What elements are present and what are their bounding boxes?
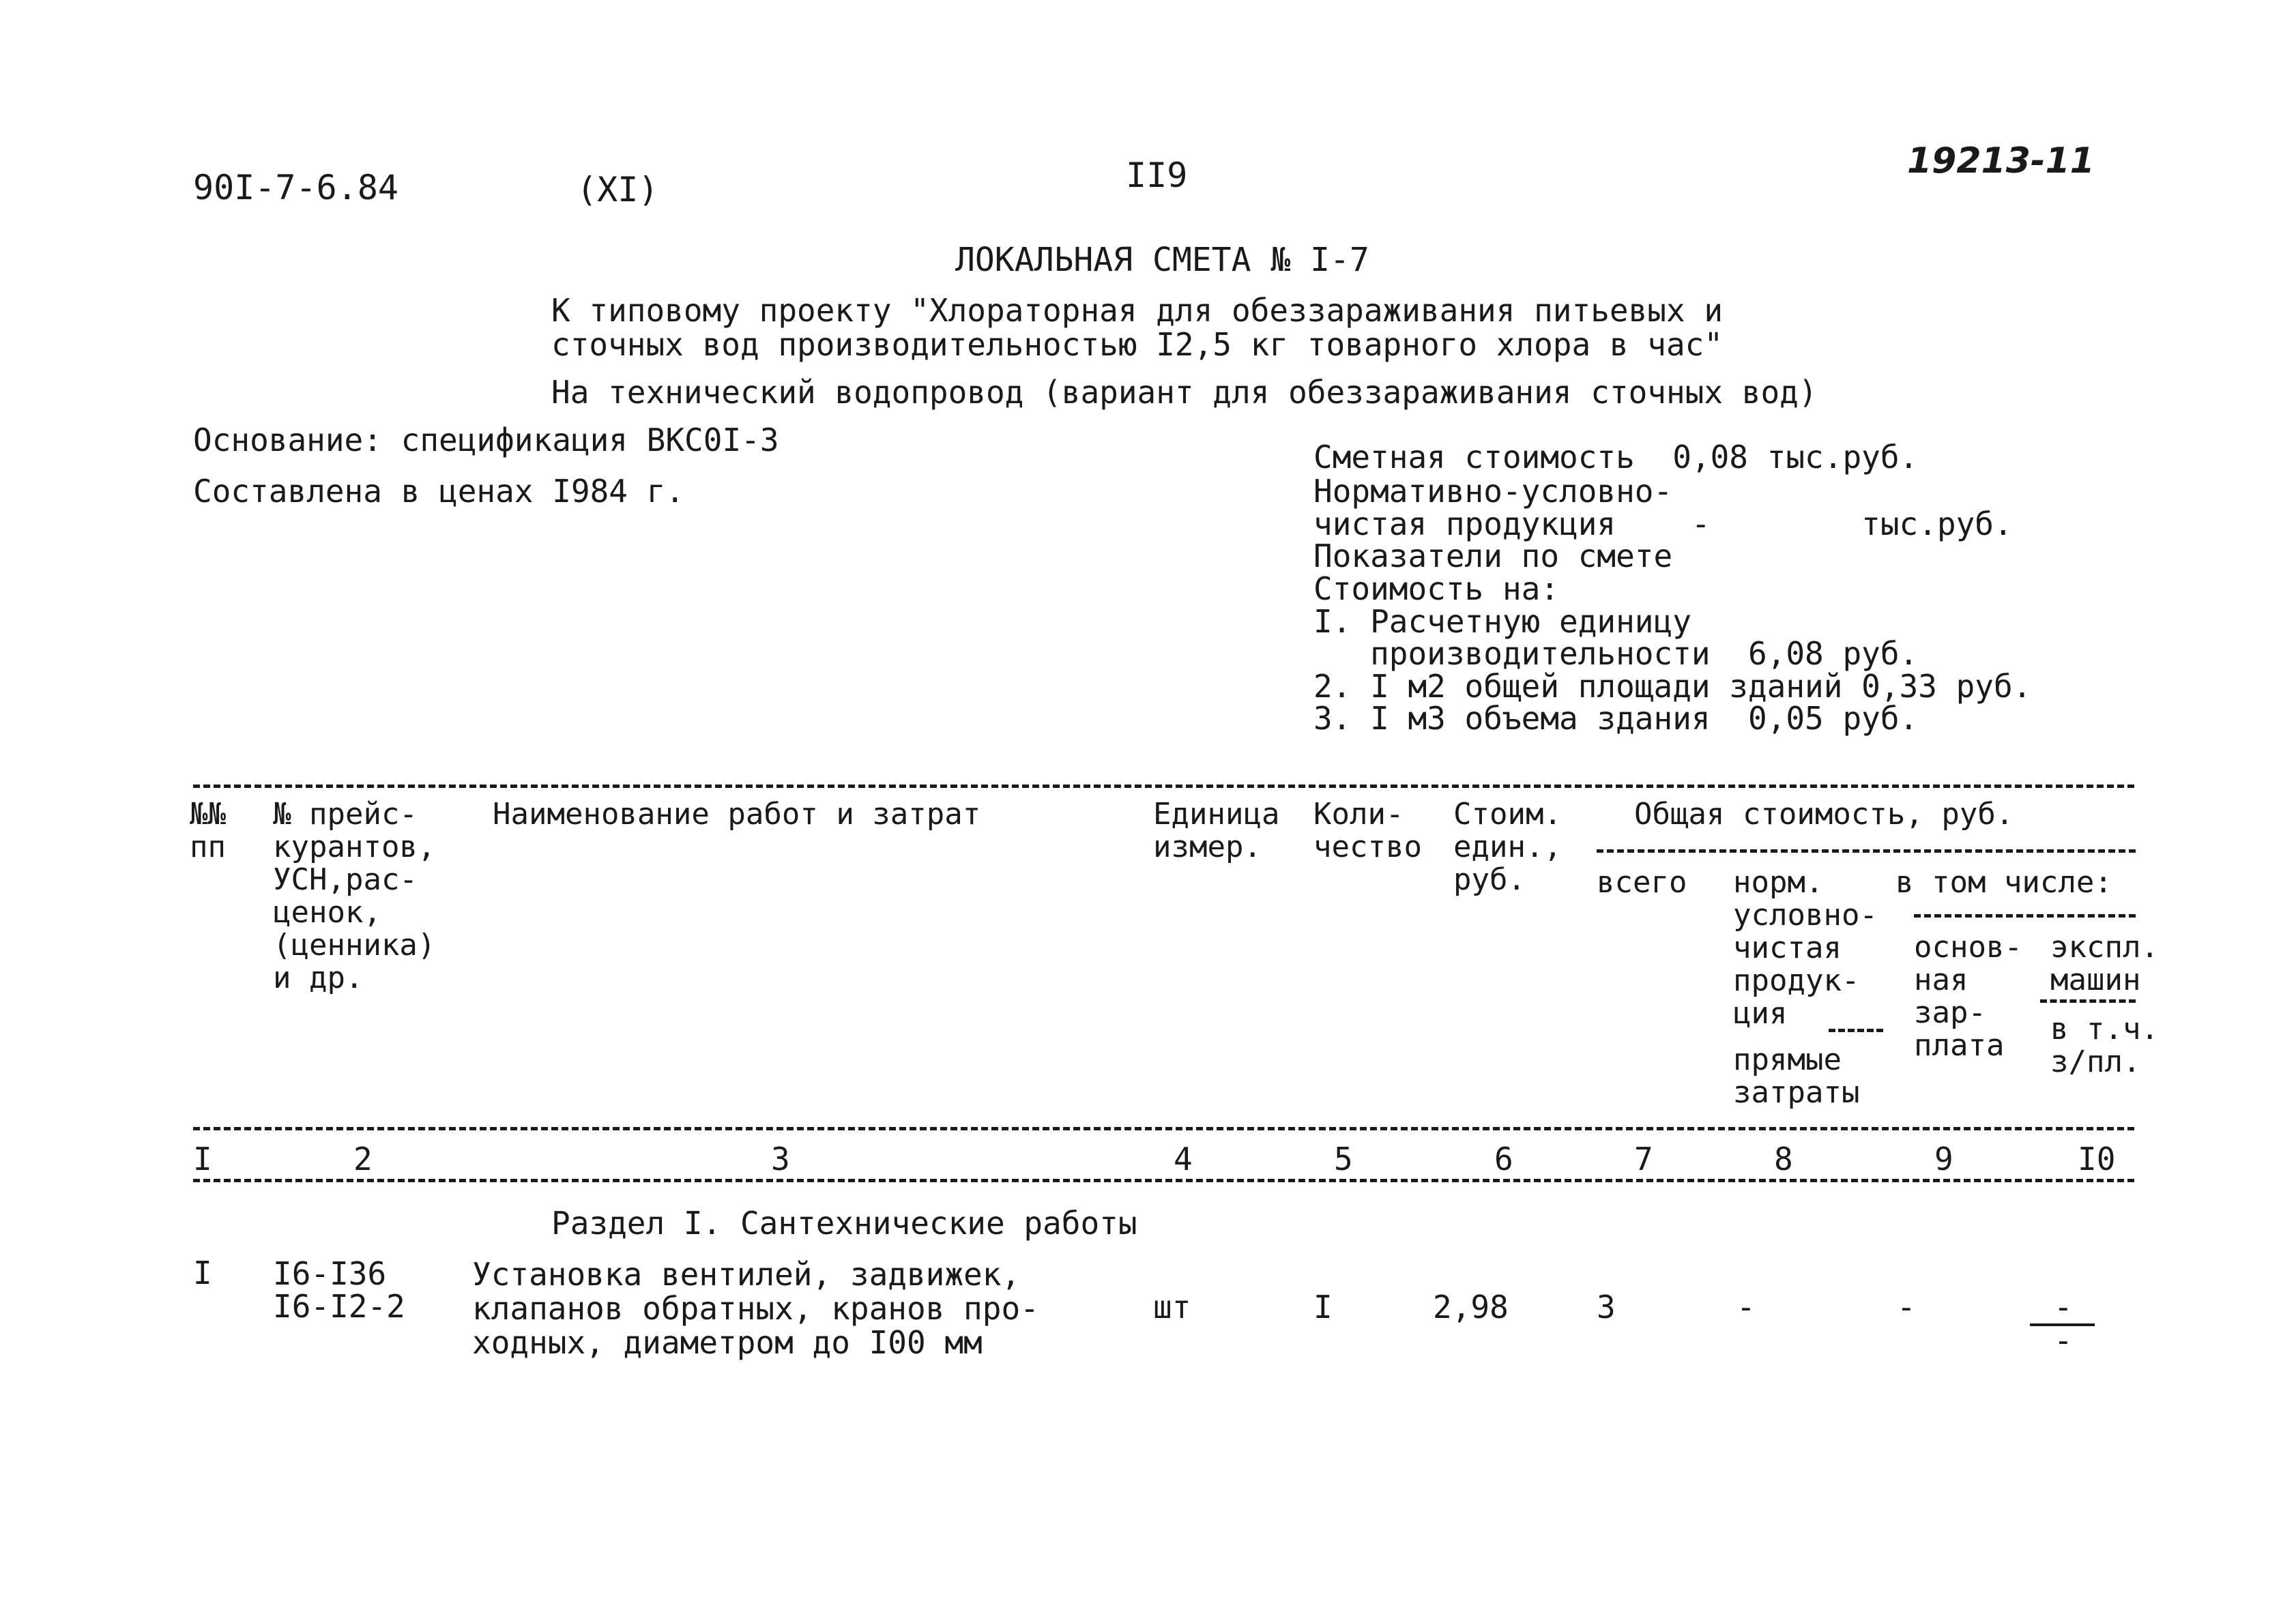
col-number: 4 xyxy=(1174,1141,1193,1177)
machines-sub-rule xyxy=(2040,999,2136,1003)
column-numbers-rule xyxy=(193,1179,2134,1182)
col-header-total-group: Общая стоимость, руб. xyxy=(1634,797,2014,832)
row-number: I xyxy=(193,1255,212,1291)
col-header-machines: экспл. машин xyxy=(2050,930,2159,997)
prices-text: Составлена в ценах I984 г. xyxy=(193,473,685,510)
archive-number: 19213-11 xyxy=(1907,141,2095,181)
col-header-incl: в том числе: xyxy=(1895,865,2112,900)
part-number: (XI) xyxy=(577,170,659,209)
row-machine-wage: - xyxy=(2054,1322,2073,1359)
page-number: II9 xyxy=(1126,156,1188,195)
row-unit-cost: 2,98 xyxy=(1433,1289,1509,1325)
subtitle-line-3: На технический водопровод (вариант для обеззараживания сточных вод) xyxy=(551,374,1818,411)
row-norm: - xyxy=(1736,1289,1756,1325)
col-number: 7 xyxy=(1634,1141,1653,1177)
norm-sub-rule xyxy=(1829,1029,1883,1032)
col-header-unit-cost: Стоим. един., руб. xyxy=(1453,797,1562,897)
summary-line-2: Нормативно-условно- xyxy=(1313,473,1673,510)
col-number: 9 xyxy=(1934,1141,1953,1177)
summary-line-8: 2. I м2 общей площади зданий 0,33 руб. xyxy=(1313,668,2032,705)
doc-code: 90I-7-6.84 xyxy=(193,168,399,207)
summary-line-4: Показатели по смете xyxy=(1313,538,1673,574)
table-header-bottom-rule xyxy=(193,1127,2134,1130)
subtitle-line-2: сточных вод производительностью I2,5 кг товарного хлора в час" xyxy=(551,326,1724,363)
summary-line-5: Стоимость на: xyxy=(1313,570,1560,607)
row-wage: - xyxy=(1897,1289,1916,1325)
col-header-qty: Коли- чество xyxy=(1313,797,1422,864)
row-total: 3 xyxy=(1597,1289,1616,1325)
col-header-unit: Единица измер. xyxy=(1153,797,1280,864)
table-top-rule xyxy=(193,785,2134,788)
col-number: I0 xyxy=(2078,1141,2116,1177)
col-header-direct: прямые затраты xyxy=(1733,1042,1860,1110)
col-header-norm: норм. условно- чистая продук- ция xyxy=(1733,865,1878,1031)
basis-text: Основание: спецификация ВКС0I-3 xyxy=(193,422,779,458)
col-header-machine-wage: в т.ч. з/пл. xyxy=(2050,1012,2159,1079)
row-name: Установка вентилей, задвижек, клапанов обратных, кранов про- ходных, диаметром до I00 мм xyxy=(472,1256,1039,1361)
incl-group-rule xyxy=(1914,914,2136,918)
subtitle-line-1: К типовому проекту "Хлораторная для обеззараживания питьевых и xyxy=(551,292,1724,329)
col-header-wage: основ- ная зар- плата xyxy=(1914,930,2022,1063)
total-group-rule xyxy=(1597,849,2136,853)
summary-line-3: чистая продукция - тыс.руб. xyxy=(1313,505,2013,542)
row-machines: - xyxy=(2054,1289,2073,1325)
summary-line-6: I. Расчетную единицу xyxy=(1313,603,1691,640)
row-qty: I xyxy=(1313,1289,1333,1325)
summary-line-7: производительности 6,08 руб. xyxy=(1313,635,1919,672)
col-number: I xyxy=(193,1141,212,1177)
row-codes: I6-I36 I6-I2-2 xyxy=(273,1255,405,1325)
col-header-num: №№ пп xyxy=(190,797,226,864)
summary-cost: Сметная стоимость 0,08 тыс.руб. xyxy=(1313,439,1919,475)
summary-line-9: 3. I м3 объема здания 0,05 руб. xyxy=(1313,700,1919,737)
col-number: 3 xyxy=(771,1141,790,1177)
col-number: 2 xyxy=(353,1141,373,1177)
col-number: 6 xyxy=(1494,1141,1513,1177)
section-title: Раздел I. Сантехнические работы xyxy=(551,1205,1137,1242)
col-header-name: Наименование работ и затрат xyxy=(493,797,981,832)
col-number: 5 xyxy=(1334,1141,1353,1177)
row-unit: шт xyxy=(1153,1289,1191,1325)
col-number: 8 xyxy=(1774,1141,1793,1177)
col-header-total: всего xyxy=(1597,865,1687,900)
page-title: ЛОКАЛЬНАЯ СМЕТА № I-7 xyxy=(955,241,1369,279)
col-header-codes: № прейс- курантов, УСН,рас- ценок, (ценника) и др. xyxy=(273,797,436,995)
